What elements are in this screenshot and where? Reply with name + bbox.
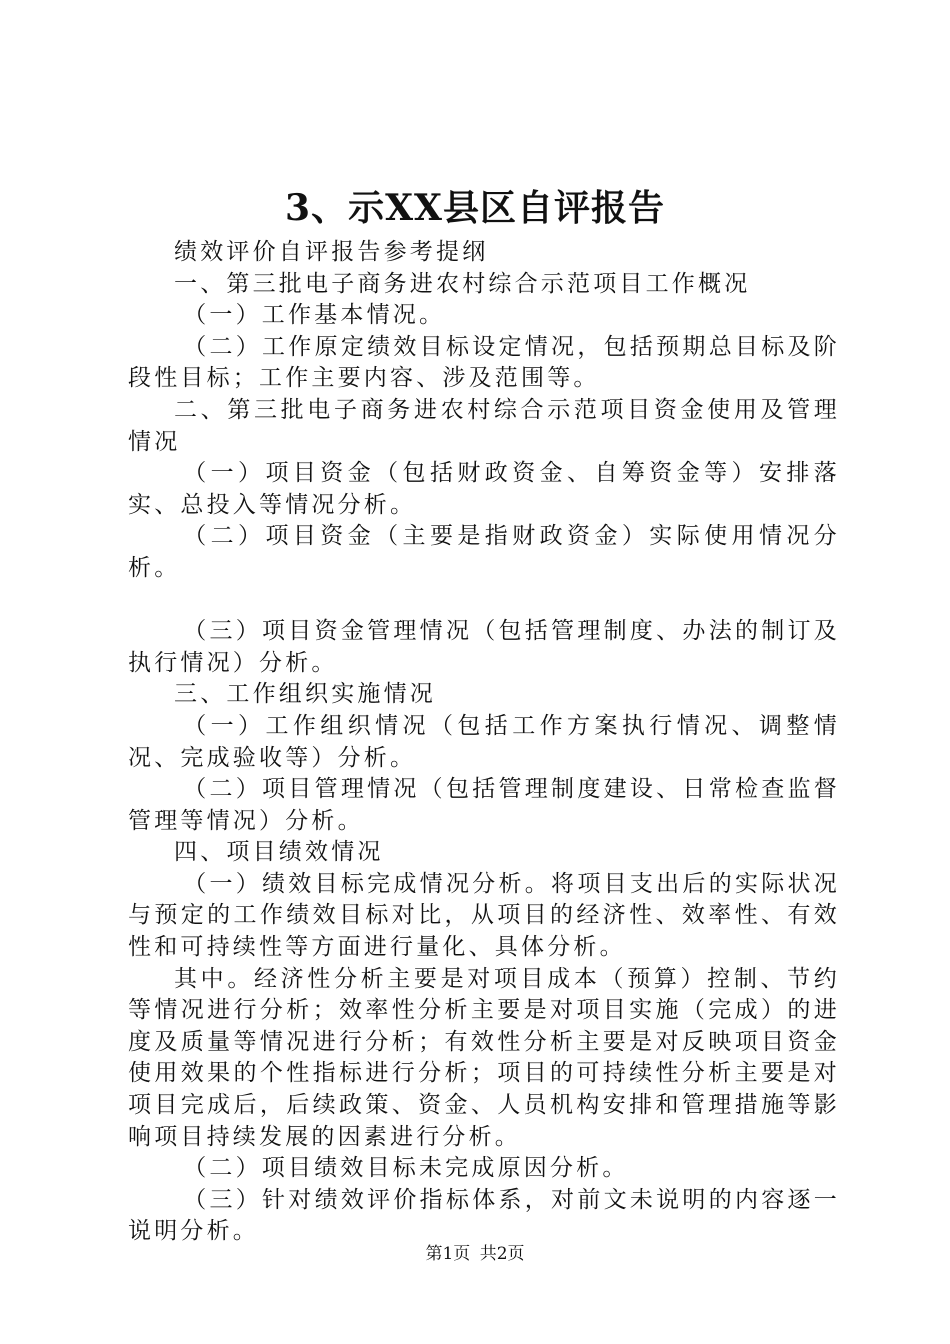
paragraph-section-4: 四、项目绩效情况 bbox=[174, 839, 384, 866]
paragraph-section-3-item-1: （一）工作组织情况（包括工作方案执行情况、调整情况、完成验收等）分析。 bbox=[128, 712, 840, 771]
paragraph-section-3: 三、工作组织实施情况 bbox=[174, 681, 436, 708]
page-number: 第1页 bbox=[425, 1244, 471, 1264]
paragraph-section-4-item-3: （三）针对绩效评价指标体系，对前文未说明的内容逐一说明分析。 bbox=[128, 1186, 840, 1245]
paragraph-section-1-item-2: （二）工作原定绩效目标设定情况，包括预期总目标及阶段性目标；工作主要内容、涉及范围等。 bbox=[128, 333, 840, 392]
paragraph-section-2-item-2: （二）项目资金（主要是指财政资金）实际使用情况分析。 bbox=[128, 523, 840, 581]
document-title: 3、示XX县区自评报告 bbox=[285, 187, 665, 229]
paragraph-section-2-item-1: （一）项目资金（包括财政资金、自筹资金等）安排落实、总投入等情况分析。 bbox=[128, 460, 840, 518]
paragraph-outline-heading: 绩效评价自评报告参考提纲 bbox=[174, 239, 489, 265]
paragraph-section-2-item-3: （三）项目资金管理情况（包括管理制度、办法的制订及执行情况）分析。 bbox=[128, 618, 840, 676]
paragraph-section-2: 二、第三批电子商务进农村综合示范项目资金使用及管理情况 bbox=[128, 396, 840, 455]
document-body bbox=[128, 237, 840, 1248]
paragraph-section-4-detail: 其中。经济性分析主要是对项目成本（预算）控制、节约等情况进行分析；效率性分析主要是对项目实施（完成）的进度及质量等情况进行分析；有效性分析主要是对反映项目资金使用效果的个性指标进行分析；项目的可持续性分析主要是对项目完成后，后续政策、资金、人员机构安排和管理措施等影响项目持续发展的因素进行分析。 bbox=[128, 965, 840, 1150]
paragraph-section-1: 一、第三批电子商务进农村综合示范项目工作概况 bbox=[174, 270, 751, 297]
paragraph-section-3-item-2: （二）项目管理情况（包括管理制度建设、日常检查监督管理等情况）分析。 bbox=[128, 776, 840, 834]
page-total: 共2页 bbox=[479, 1244, 525, 1264]
page-footer bbox=[0, 1242, 950, 1266]
paragraph-section-4-item-1: （一）绩效目标完成情况分析。将项目支出后的实际状况与预定的工作绩效目标对比，从项目的经济性、效率性、有效性和可持续性等方面进行量化、具体分析。 bbox=[128, 870, 840, 961]
paragraph-section-1-item-1: （一）工作基本情况。 bbox=[183, 302, 446, 329]
blank-line bbox=[128, 585, 840, 617]
paragraph-section-4-item-2: （二）项目绩效目标未完成原因分析。 bbox=[183, 1155, 629, 1182]
